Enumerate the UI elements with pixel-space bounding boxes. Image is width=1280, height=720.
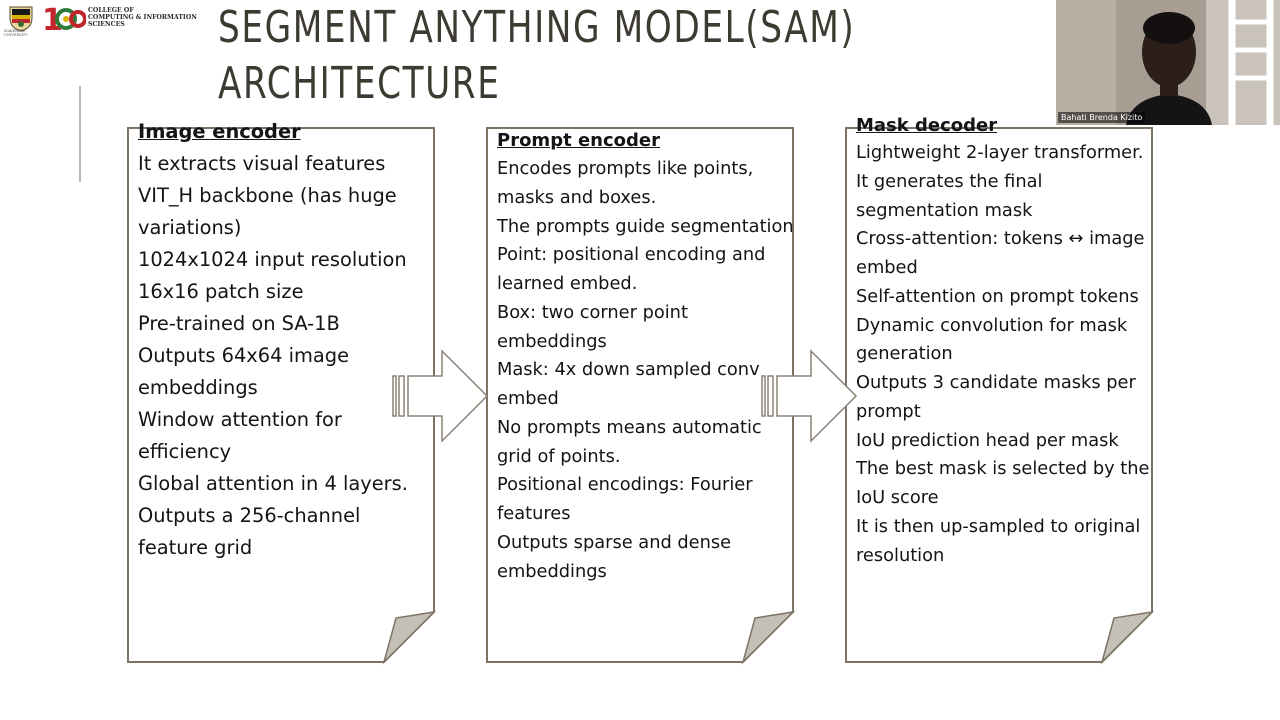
mask-decoder-content (856, 113, 1152, 570)
list-item: Mask: 4x down sampled conv embed (497, 359, 760, 409)
list-item: The prompts guide segmentation (497, 215, 794, 237)
list-item: Outputs 3 candidate masks per prompt (856, 372, 1136, 422)
right-arrow-icon (390, 348, 490, 444)
list-item: It extracts visual features (138, 152, 386, 175)
list-item: Outputs 64x64 image embeddings (138, 344, 350, 399)
participant-name-label: Bahati Brenda Kizito (1058, 112, 1145, 123)
prompt-encoder-list (497, 155, 797, 586)
list-item: Encodes prompts like points, masks and boxes. (497, 158, 754, 208)
centenary-100-icon (42, 2, 86, 34)
list-item: Pre-trained on SA-1B (138, 312, 340, 335)
university-name-text: MAKERERE UNIVERSITY (4, 29, 28, 37)
image-encoder-heading: Image encoder (138, 120, 301, 143)
list-item: Positional encodings: Fourier features (497, 474, 753, 524)
list-item: Point: positional encoding and learned embed. (497, 244, 766, 294)
mask-decoder-list (856, 139, 1152, 570)
university-crest-icon (6, 4, 36, 32)
list-item: Outputs sparse and dense embeddings (497, 531, 732, 582)
list-item: 1024x1024 input resolution (138, 248, 407, 271)
title-line-1: SEGMENT ANYTHING MODEL(SAM) (218, 2, 856, 53)
list-item: Cross-attention: tokens ↔ image embed (856, 228, 1145, 278)
list-item: No prompts means automatic grid of points. (497, 416, 762, 467)
list-item: Self-attention on prompt tokens (856, 285, 1139, 307)
title-line-2: ARCHITECTURE (218, 58, 501, 109)
list-item: Box: two corner point embeddings (497, 301, 688, 352)
svg-text:1: 1 (42, 3, 63, 34)
list-item: Dynamic convolution for mask generation (856, 314, 1128, 365)
decorative-divider (79, 86, 81, 182)
image-encoder-content (138, 118, 434, 564)
prompt-encoder-content (497, 127, 797, 586)
list-item: Lightweight 2-layer transformer. (856, 142, 1144, 163)
college-name-text: COLLEGE OF COMPUTING & INFORMATION SCIENCES (88, 7, 197, 28)
right-arrow-icon (759, 348, 859, 444)
webcam-feed[interactable] (1056, 0, 1280, 125)
list-item: IoU prediction head per mask (856, 429, 1119, 451)
prompt-encoder-heading: Prompt encoder (497, 130, 660, 151)
list-item: VIT_H backbone (has huge variations) (138, 184, 397, 239)
list-item: It is then up-sampled to original resolution (856, 515, 1141, 566)
list-item: Window attention for efficiency (138, 408, 342, 463)
slide-title (218, 0, 856, 112)
presenter-video-icon (1056, 0, 1280, 125)
list-item: It generates the final segmentation mask (856, 170, 1043, 221)
list-item: The best mask is selected by the IoU score (856, 458, 1150, 508)
mask-decoder-heading: Mask decoder (856, 115, 998, 136)
college-logo (4, 2, 197, 37)
list-item: 16x16 patch size (138, 280, 304, 303)
list-item: Global attention in 4 layers. (138, 472, 408, 495)
list-item: Outputs a 256-channel feature grid (138, 504, 361, 559)
